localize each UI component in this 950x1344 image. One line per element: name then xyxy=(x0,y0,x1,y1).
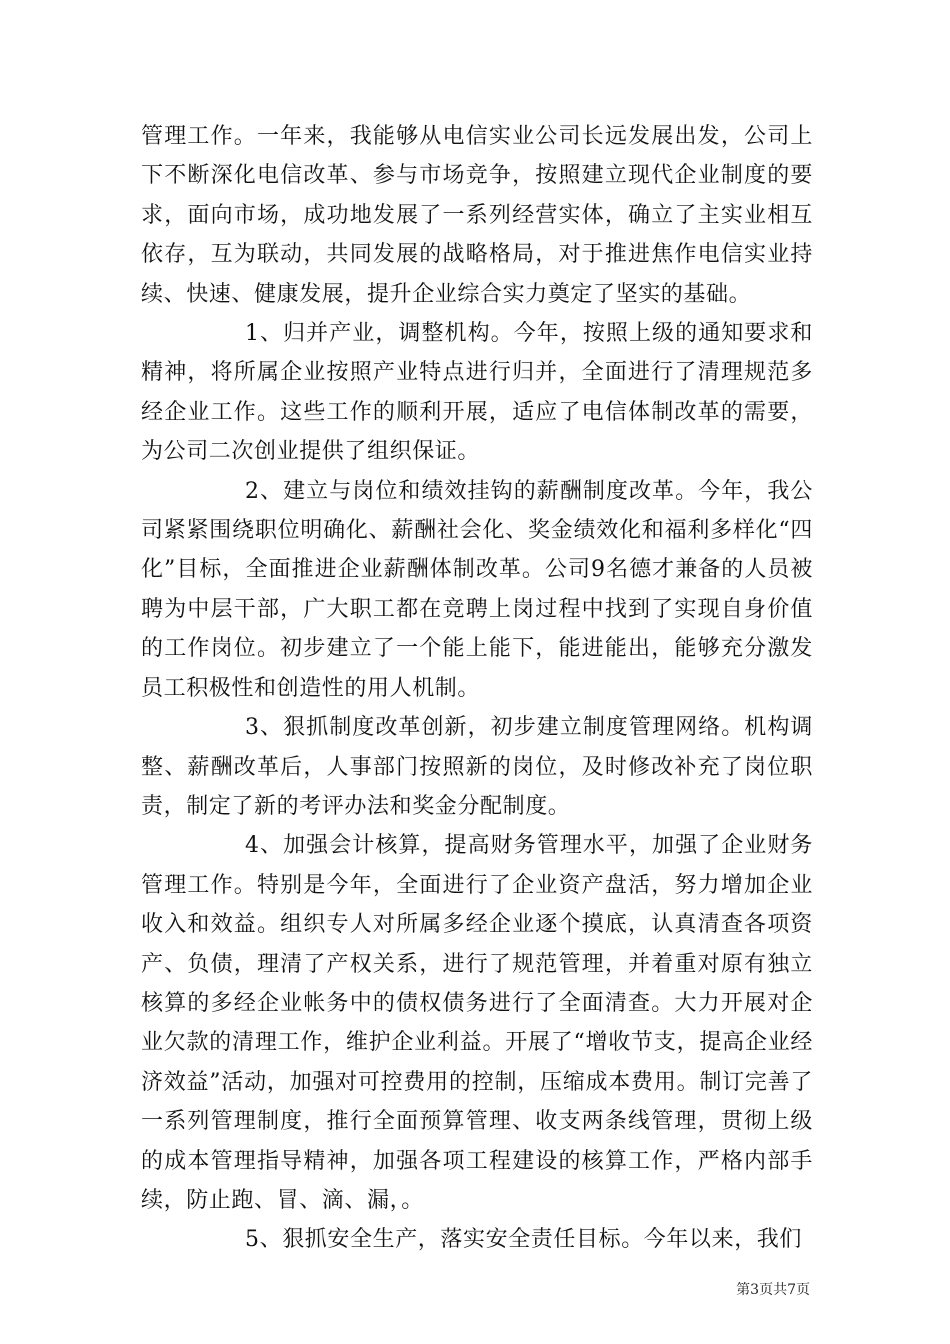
paragraph-item-4: 4、加强会计核算，提高财务管理水平，加强了企业财务管理工作。特别是今年，全面进行了企业资产盘活，努力增加企业收入和效益。组织专人对所属多经企业逐个摸底，认真清查各项资产、负债，理清了产权关系，进行了规范管理，并着重对原有独立核算的多经企业帐务中的债权债务进行了全面清查。大力开展对企业欠款的清理工作，维护企业利益。开展了“增收节支，提高企业经济效益”活动，加强对可控费用的控制，压缩成本费用。制订完善了一系列管理制度，推行全面预算管理、收支两条线管理，贯彻上级的成本管理指导精神，加强各项工程建设的核算工作，严格内部手续，防止跑、冒、滴、漏，。 xyxy=(141,833,813,1213)
paragraph-item-3: 3、狠抓制度改革创新，初步建立制度管理网络。机构调整、薪酬改革后，人事部门按照新的岗位，及时修改补充了岗位职责，制定了新的考评办法和奖金分配制度。 xyxy=(141,715,813,819)
paragraph-item-5: 5、狠抓安全生产，落实安全责任目标。今年以来，我们 xyxy=(245,1227,802,1253)
paragraph-continuation: 管理工作。一年来，我能够从电信实业公司长远发展出发，公司上下不断深化电信改革、参与市场竞争，按照建立现代企业制度的要求，面向市场，成功地发展了一系列经营实体，确立了主实业相互依存，互为联动，共同发展的战略格局，对于推进焦作电信实业持续、快速、健康发展，提升企业综合实力奠定了坚实的基础。 xyxy=(141,124,813,307)
paragraph-item-1: 1、归并产业，调整机构。今年，按照上级的通知要求和精神，将所属企业按照产业特点进行归并，全面进行了清理规范多经企业工作。这些工作的顺利开展，适应了电信体制改革的需要，为公司二次创业提供了组织保证。 xyxy=(141,321,813,465)
document-body xyxy=(141,117,813,1260)
page-number-footer: 第3页共7页 xyxy=(736,1282,810,1298)
paragraph-item-2: 2、建立与岗位和绩效挂钩的薪酬制度改革。今年，我公司紧紧围绕职位明确化、薪酬社会化、奖金绩效化和福利多样化“四化”目标，全面推进企业薪酬体制改革。公司9名德才兼备的人员被聘为中层干部，广大职工都在竞聘上岗过程中找到了实现自身价值的工作岗位。初步建立了一个能上能下，能进能出，能够充分激发员工积极性和创造性的用人机制。 xyxy=(141,478,813,701)
